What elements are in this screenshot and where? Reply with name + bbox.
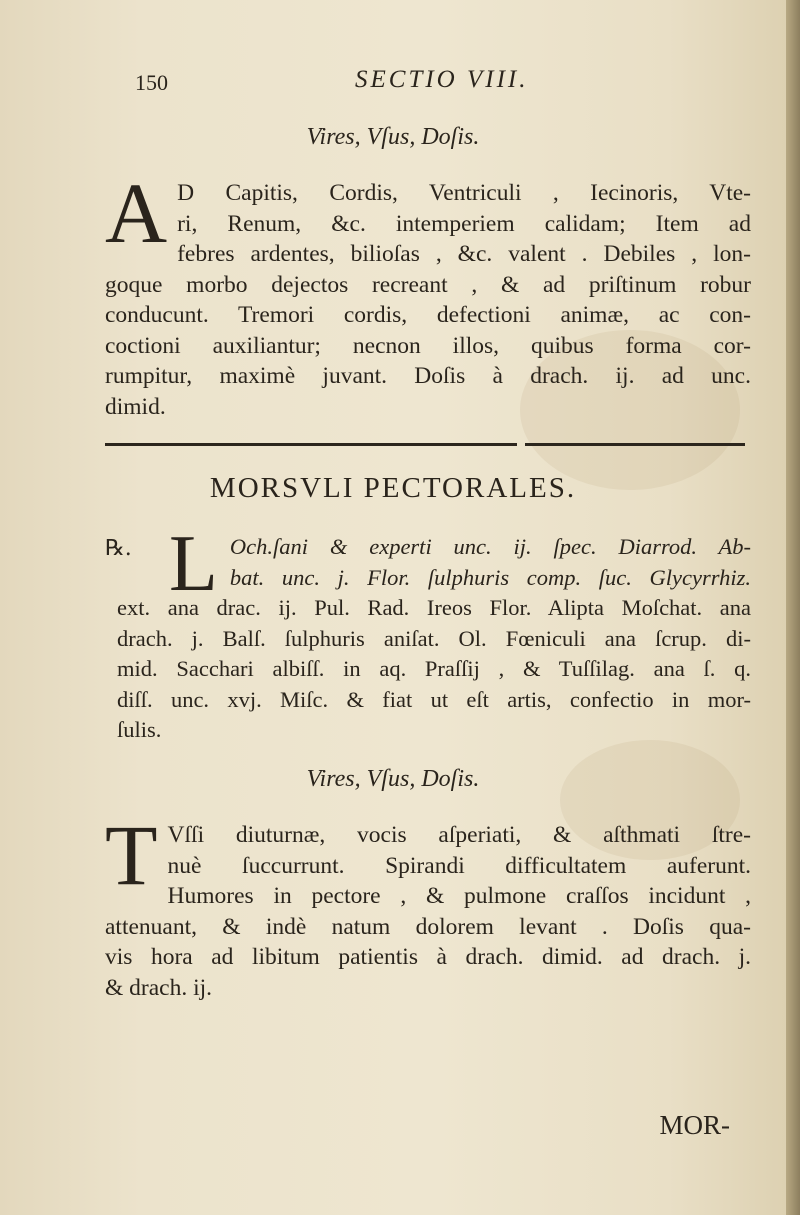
text-line: ext. ana drac. ij. Pul. Rad. Ireos Flor. Alipta Moſchat. ana <box>117 595 751 620</box>
text-line: coctioni auxiliantur; necnon illos, quibus forma cor- <box>105 332 751 359</box>
text-line: vis hora ad libitum patientis à drach. dimid. ad drach. j. <box>105 944 751 970</box>
drop-cap: T <box>105 807 158 903</box>
rule-segment <box>525 443 745 446</box>
text-line: Och.ſani & experti unc. ij. ſpec. Diarrod. Ab- <box>229 534 751 559</box>
text-line: attenuant, & indè natum dolorem levant . Doſis qua- <box>105 913 751 940</box>
rule-segment <box>105 443 517 446</box>
text-line: & drach. ij. <box>105 974 213 1001</box>
running-head <box>0 64 786 104</box>
text-line: drach. j. Balſ. ſulphuris aniſat. Ol. Fœniculi ana ſcrup. di- <box>117 625 751 651</box>
recipe-formula <box>117 520 751 746</box>
section-title: SECTIO VIII. <box>355 66 529 93</box>
text-line: bat. unc. j. Flor. ſulphuris comp. ſuc. Glycyrrhiz. <box>229 564 751 590</box>
text-line: diſſ. unc. xvj. Miſc. & fiat ut eſt artis, confectio in mor- <box>117 686 751 712</box>
section-heading: MORSVLI PECTORALES. <box>209 472 577 504</box>
text-line: dimid. <box>105 393 166 420</box>
page-number: 150 <box>135 70 168 95</box>
paragraph-vires-2 <box>105 807 751 1003</box>
catchword: MOR- <box>659 1110 730 1140</box>
text-line: Vſſi diuturnæ, vocis aſperiati, & aſthmati ſtre- <box>167 822 751 848</box>
ornamental-rule <box>105 440 745 448</box>
paragraph-vires-1 <box>105 165 751 422</box>
text-line: conducunt. Tremori cordis, defectioni animæ, ac con- <box>105 302 751 328</box>
text-line: ri, Renum, &c. intemperiem calidam; Item ad <box>177 210 751 237</box>
text-line: rumpitur, maximè juvant. Doſis à drach. ij. ad unc. <box>105 363 751 389</box>
page-gutter <box>786 0 800 1215</box>
text-line: goque morbo dejectos recreant , & ad priſtinum robur <box>105 271 751 298</box>
drop-cap: A <box>105 165 168 261</box>
drop-cap: L <box>169 520 218 608</box>
text-line: nuè ſuccurrunt. Spirandi difficultatem auferunt. <box>167 852 751 879</box>
subhead-vires-2: Vires, Vſus, Doſis. <box>306 766 480 792</box>
text-line: Humores in pectore , & pulmone craſſos incidunt , <box>167 883 751 909</box>
recipe-symbol-icon: ℞. <box>105 536 132 561</box>
text-line: febres ardentes, bilioſas , &c. valent . Debiles , lon- <box>177 241 751 267</box>
text-line: ſulis. <box>117 717 162 742</box>
text-line: mid. Sacchari albiſſ. in aq. Praſſij , & Tuſſilag. ana ſ. q. <box>117 656 751 681</box>
text-line: D Capitis, Cordis, Ventriculi , Iecinoris, Vte- <box>177 180 751 206</box>
subhead-vires-1: Vires, Vſus, Doſis. <box>306 124 480 150</box>
